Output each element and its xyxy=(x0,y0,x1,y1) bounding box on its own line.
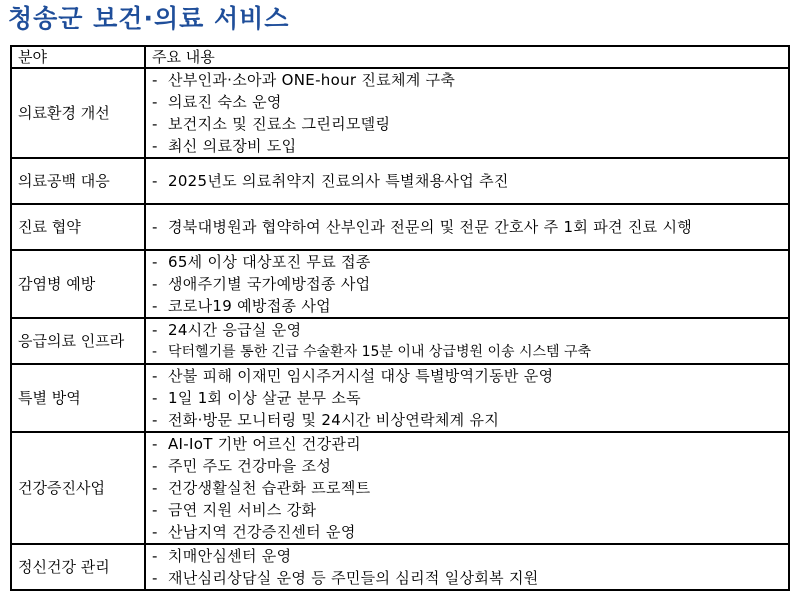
content-cell xyxy=(145,364,789,432)
table-row xyxy=(11,432,789,544)
services-table xyxy=(10,45,790,591)
list-item: - 건강생활실천 습관화 프로젝트 xyxy=(152,479,371,497)
header-content: 주요 내용 xyxy=(145,46,789,68)
list-item: - 산남지역 건강증진센터 운영 xyxy=(152,523,356,541)
list-item: - 산불 피해 이재민 임시주거시설 대상 특별방역기동반 운영 xyxy=(152,367,554,385)
content-cell xyxy=(145,204,789,250)
list-item: - 재난심리상담실 운영 등 주민들의 심리적 일상회복 지원 xyxy=(152,569,539,587)
category-cell: 정신건강 관리 xyxy=(11,544,145,590)
list-item: - 치매안심센터 운영 xyxy=(152,547,292,565)
table-row xyxy=(11,364,789,432)
content-cell xyxy=(145,318,789,364)
list-item: - 1일 1회 이상 살균 분무 소독 xyxy=(152,389,361,407)
list-item: - 생애주기별 국가예방접종 사업 xyxy=(152,275,371,293)
category-cell: 진료 협약 xyxy=(11,204,145,250)
category-cell: 의료공백 대응 xyxy=(11,158,145,204)
category-cell: 의료환경 개선 xyxy=(11,68,145,158)
list-item: - 경북대병원과 협약하여 산부인과 전문의 및 전문 간호사 주 1회 파견 진료 시행 xyxy=(152,218,693,236)
list-item: - 의료진 숙소 운영 xyxy=(152,93,282,111)
content-cell xyxy=(145,250,789,318)
category-cell: 건강증진사업 xyxy=(11,432,145,544)
table-row xyxy=(11,250,789,318)
list-item: - 전화·방문 모니터링 및 24시간 비상연락체계 유지 xyxy=(152,411,500,429)
content-cell xyxy=(145,158,789,204)
list-item: - AI-IoT 기반 어르신 건강관리 xyxy=(152,435,361,453)
list-item: - 2025년도 의료취약지 진료의사 특별채용사업 추진 xyxy=(152,172,509,190)
list-item: - 보건지소 및 진료소 그린리모델링 xyxy=(152,115,391,133)
table-header-row xyxy=(11,46,789,68)
list-item: - 코로나19 예방접종 사업 xyxy=(152,297,331,315)
content-cell xyxy=(145,68,789,158)
table-row xyxy=(11,68,789,158)
list-item: - 최신 의료장비 도입 xyxy=(152,137,297,155)
list-item: - 주민 주도 건강마을 조성 xyxy=(152,457,332,475)
list-item: - 금연 지원 서비스 강화 xyxy=(152,501,317,519)
list-item: - 닥터헬기를 통한 긴급 수술환자 15분 이내 상급병원 이송 시스템 구축 xyxy=(152,344,592,360)
table-row xyxy=(11,158,789,204)
category-cell: 감염병 예방 xyxy=(11,250,145,318)
category-cell: 특별 방역 xyxy=(11,364,145,432)
table-row xyxy=(11,318,789,364)
content-cell xyxy=(145,432,789,544)
list-item: - 산부인과·소아과 ONE-hour 진료체계 구축 xyxy=(152,71,456,89)
table-row xyxy=(11,204,789,250)
list-item: - 65세 이상 대상포진 무료 접종 xyxy=(152,253,371,271)
table-row xyxy=(11,544,789,590)
content-cell xyxy=(145,544,789,590)
list-item: - 24시간 응급실 운영 xyxy=(152,321,302,339)
header-category: 분야 xyxy=(11,46,145,68)
category-cell: 응급의료 인프라 xyxy=(11,318,145,364)
page-title: 청송군 보건·의료 서비스 xyxy=(8,4,290,33)
